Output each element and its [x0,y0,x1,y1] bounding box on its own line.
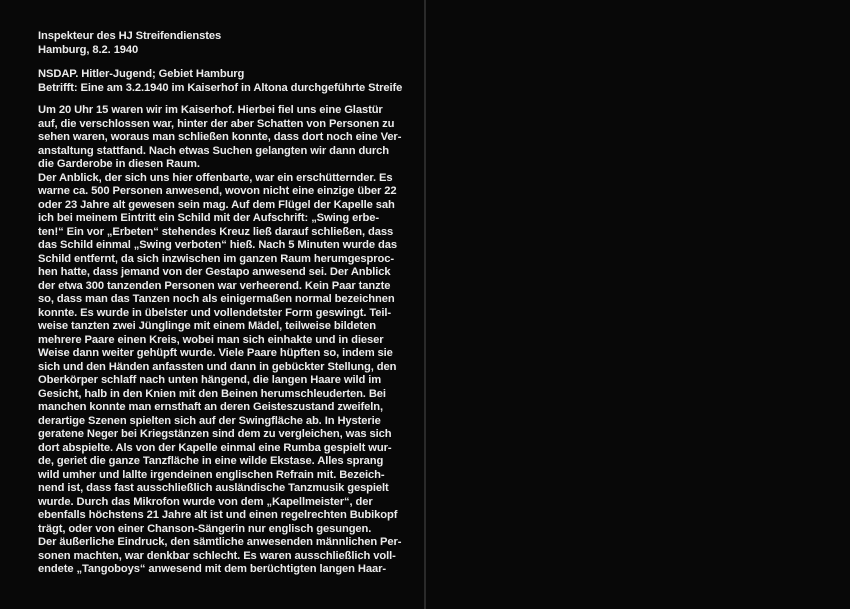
text-line: trägt, oder von einer Chanson-Sängerin nur englisch gesungen. [38,522,372,535]
text-line: manchen konnte man ernsthaft an deren Geisteszustand zweifeln, [38,401,384,413]
text-line: endete „Tangoboys“ anwesend mit dem berüchtigten langen Haar- [38,563,387,575]
subject-line: Betrifft: Eine am 3.2.1940 im Kaiserhof in Altona durchgeführte Streife [38,81,403,94]
text-line: weise tanzten zwei Jünglinge mit einem Mädel, teilweise bildeten [38,320,377,332]
text-line: mehrere Paare einen Kreis, wobei man sich einhakte und in dieser [38,333,384,346]
text-line: ebenfalls höchstens 21 Jahre alt ist und einen regelrechten Bubikopf [38,509,398,521]
text-line: wurde. Durch das Mikrofon wurde von dem „Kapellmeister“, der [38,495,373,508]
text-line: Der äußerliche Eindruck, den sämtliche anwesenden männlichen Per- [38,536,402,548]
text-line: sich und den Händen anfassten und dann in gebückter Stellung, den [38,360,397,373]
text-line: Weise dann weiter gehüpft wurde. Viele Paare hüpften so, indem sie [38,347,393,359]
text-line: warne ca. 500 Personen anwesend, wovon nicht eine einzige über 22 [38,185,397,197]
text-line: Schild entfernt, da sich inzwischen im ganzen Raum herumgesproc- [38,252,395,265]
document-subject [38,68,402,95]
text-line: Oberkörper schlaff nach unten hängend, die langen Haare wild im [38,374,382,386]
text-line: konnte. Es wurde in übelster und vollendetster Form geswingt. Teil- [38,306,392,319]
text-line: hen hatte, dass jemand von der Gestapo anwesend sei. Der Anblick [38,266,391,278]
text-line: ich bei meinem Eintritt ein Schild mit der Aufschrift: „Swing erbe- [38,212,379,224]
document-header [38,30,221,57]
right-page [426,0,850,609]
header-line: Inspekteur des HJ Streifendienstes [38,30,222,42]
text-line: Um 20 Uhr 15 waren wir im Kaiserhof. Hierbei fiel uns eine Glastür [38,104,383,116]
text-line: sonen machten, war denkbar schlecht. Es waren ausschließlich voll- [38,549,396,562]
text-line: Gesicht, halb in den Knien mit den Beinen herumschleuderten. Bei [38,387,386,400]
text-line: wild umher und lallte irgendeinen englischen Refrain mit. Bezeich- [38,468,385,481]
text-line: auf, die verschlossen war, hinter der aber Schatten von Personen zu [38,117,395,130]
text-line: de, geriet die ganze Tanzfläche in eine wilde Ekstase. Alles sprang [38,455,384,467]
text-line: Der Anblick, der sich uns hier offenbarte, war ein erschütternder. Es [38,171,393,184]
text-line: geratene Neger bei Kriegstänzen sind dem zu vergleichen, was sich [38,428,392,440]
text-line: anstaltung stattfand. Nach etwas Suchen gelangten wir dann durch [38,144,390,157]
text-line: sehen waren, woraus man schließen konnte, dass dort noch eine Ver- [38,131,402,143]
header-line: Hamburg, 8.2. 1940 [38,43,139,56]
text-line: das Schild einmal „Swing verboten“ hieß. Nach 5 Minuten wurde das [38,239,398,251]
text-line: ten!“ Ein vor „Erbeten“ stehendes Kreuz ließ darauf schließen, dass [38,225,394,238]
text-line: der etwa 300 tanzenden Personen war verheerend. Kein Paar tanzte [38,279,391,292]
text-line: oder 23 Jahre alt gewesen sein mag. Auf dem Flügel der Kapelle sah [38,198,395,211]
text-line: so, dass man das Tanzen noch als einigermaßen normal bezeichnen [38,293,395,305]
left-column-text [38,104,401,577]
text-line: die Garderobe in diesen Raum. [38,158,200,170]
subject-line: NSDAP. Hitler-Jugend; Gebiet Hamburg [38,68,245,80]
text-line: nend ist, dass fast ausschließlich ausländische Tanzmusik gespielt [38,482,389,494]
text-line: dort abspielte. Als von der Kapelle einmal eine Rumba gespielt wur- [38,441,392,454]
text-line: derartige Szenen spielten sich auf der Swingfläche ab. In Hysterie [38,414,381,427]
